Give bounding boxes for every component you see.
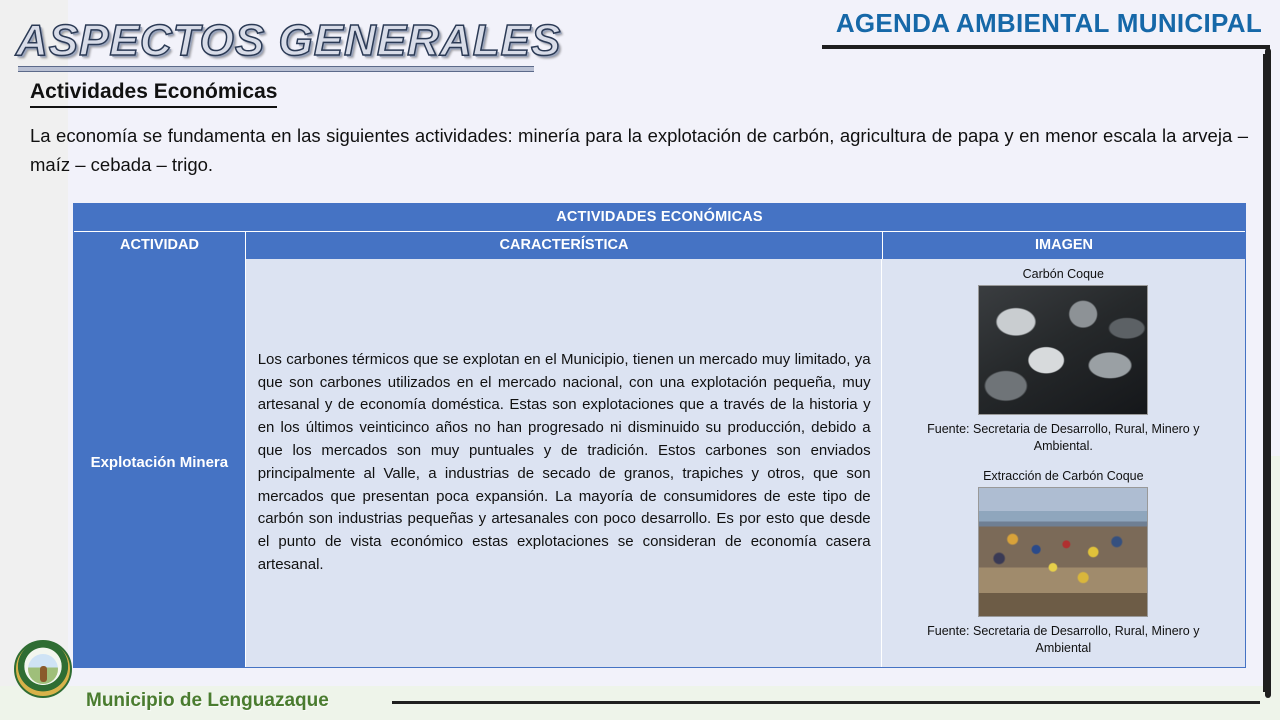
page-title-underline xyxy=(18,66,534,72)
left-background-strip xyxy=(0,0,70,720)
right-border-line xyxy=(1263,54,1265,692)
intro-paragraph: La economía se fundamenta en las siguientes actividades: minería para la explotación de carbón, agricultura de papa y en menor escala la arveja – maíz – cebada – trigo. xyxy=(30,125,1248,175)
header-divider xyxy=(822,45,1270,49)
column-header-image: IMAGEN xyxy=(883,232,1245,259)
municipality-seal-icon xyxy=(14,640,72,698)
page-title: ASPECTOS GENERALES xyxy=(16,16,562,65)
cell-activity-name: Explotación Minera xyxy=(74,259,246,667)
table-title-row xyxy=(74,204,1245,232)
section-subtitle: Actividades Económicas xyxy=(30,80,277,108)
activities-table xyxy=(73,203,1246,668)
column-header-activity: ACTIVIDAD xyxy=(74,232,246,259)
image-caption-extraction: Extracción de Carbón Coque xyxy=(983,468,1144,483)
column-header-characteristic: CARACTERÍSTICA xyxy=(246,232,883,259)
cell-images xyxy=(882,259,1245,667)
table-row xyxy=(74,259,1245,667)
mine-extraction-photo xyxy=(978,487,1148,617)
coal-photo xyxy=(978,285,1148,415)
seal-figure xyxy=(40,666,47,682)
cell-characteristic-text: Los carbones térmicos que se explotan en el Municipio, tienen un mercado muy limitado, ya que son carbones utilizados en el mercado nacional, con una explotación pequeña, muy artesanal y de economía doméstica. Estas son explotaciones que a través de la historia y en los últimos veinticinco años no han progresado ni disminuido su producción, debido a que los mercados son muy puntuales y de tradición. Estos carbones son enviados principalmente al Valle, a industrias de secado de granos, trapiches y otros, que son mercados que presentan poca expansión. La mayoría de consumidores de este tipo de carbón son industrias pequeñas y artesanales con poco desarrollo. Es por esto que desde el punto de vista económico estas explotaciones se consideran de economía casera artesanal. xyxy=(246,259,882,667)
image-caption-coal: Carbón Coque xyxy=(1022,267,1104,281)
image-source-coal: Fuente: Secretaria de Desarrollo, Rural, Minero y Ambiental. xyxy=(927,422,1200,453)
image-source-extraction: Fuente: Secretaria de Desarrollo, Rural, Minero y Ambiental xyxy=(927,623,1200,655)
footer-municipality-label: Municipio de Lenguazaque xyxy=(86,690,329,711)
right-border-bar xyxy=(1265,48,1271,698)
table-header-row xyxy=(74,232,1245,259)
table-title: ACTIVIDADES ECONÓMICAS xyxy=(74,204,1245,232)
header-title: AGENDA AMBIENTAL MUNICIPAL xyxy=(835,8,1262,38)
footer-divider xyxy=(392,701,1260,704)
